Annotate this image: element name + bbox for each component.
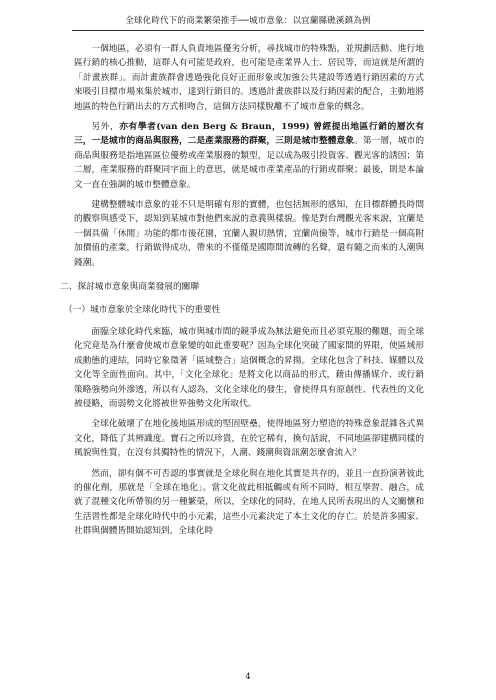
paragraph-2-rest: 。第一層，城市的商品與服務是指地區區位優勢或產業服務的類型，足以成為吸引投資客、觀光客的誘因；第二層，產業服務的群聚同字面上的意思，就是城市產業產品的行銷或群聚；最後，則是本論文一直在強調的城市整體意象。 <box>74 136 425 190</box>
paragraph-2-lead: 另外， <box>91 122 120 133</box>
section-heading: 二、探討城市意象與商業發展的關聯 <box>60 282 199 293</box>
paragraph-5: 全球化破壞了在地化後地區形成的堅固壁壘，使得地區努力塑造的特殊意象混雜各式異文化，降低了其辨識度。寶石之所以珍貴，在於它稀有，換句話說，不同地區卻建構同樣的風貌與性質，在沒有其獨特性的情況下，人潮、錢潮與資訊潮怎麼會流入？ <box>74 419 424 459</box>
paragraph-6: 然而，卻有個不可否認的事實就是全球化與在地化其實是共存的，並且一直扮演著彼此的催化劑，那就是「全球在地化」。當文化彼此相抵觸或有所不同時，相互學習、融合，成就了混種文化所帶領的另一種繁榮，所以，全球化的同時，在地人民所表現出的人文關懷和生活習性都是全球化時代中的小元素，這些小元素決定了本土文化的存亡。於是許多國家、社群與個體皆開始認知到，全球化時 <box>74 468 424 537</box>
page-number: 4 <box>245 672 251 681</box>
paragraph-1: 一個地區，必須有一群人負責地區優劣分析，尋找城市的特殊點，並規劃活動、進行地區行銷的核心推動，這群人有可能是政府，也可能是產業界人士、居民等，而這就是所謂的「計畫族群」。而計畫族群會透過強化良好正面形象或加強公共建設等透過行銷因素的方式來吸引目標市場來集於城市，達到行銷目的。透過計畫族群以及行銷因素的配合，主動地將地區的特色行銷出去的方式相吻合，這個方法同樣脫離不了城市意象的概念。 <box>74 44 424 112</box>
paragraph-4: 面臨全球化時代來臨，城市與城市間的競爭成為無法避免而且必須克服的難題，而全球化究竟是為什麼會使城市意象變的如此重要呢？因為全球化突破了國家間的界限，使區域形成動態的連結，同時它象徵著「區域整合」這個概念的昇揚。全球化包含了科技、媒體以及文化等全面性面向。其中，「文化全球化」是將文化以商品的形式，藉由傳播媒介、或行銷策略強勢向外滲透，所以有人認為，文化全球化的發生，會使得具有原創性、代表性的文化被侵略，而弱勢文化將被世界強勢文化所取代。 <box>74 326 424 409</box>
running-header: 全球化時代下的商業繁榮推手──城市意象：以宜蘭縣礁溪鎮為例 <box>125 16 371 26</box>
paragraph-2-bold: 亦有學者(van den Berg & Braun，1999) 曾經提出地區行銷的層次有三，一是城市的商品與服務，二是產業服務的群聚，三則是城市整體意象 <box>74 122 425 147</box>
document-body <box>60 42 425 539</box>
paragraph-3: 建構整體城市意象的並不只是明確有形的實體，也包括無形的感知，在目標群體長時間的觀察與感受下，認知到某城市對他們來說的意義與樣貌。像是對台灣觀光客來說，宜蘭是一個具備「休閒」功能的都市後花園，宜蘭人親切熱情，宜蘭尚儉等，城市行銷是一個高附加價值的產業，行銷做得成功，帶來的不僅僅是國際間流轉的名聲，還有隨之而來的人潮與錢潮。 <box>74 200 424 268</box>
header-rule <box>72 30 424 31</box>
subsection-heading: （一）城市意象於全球化時代下的重要性 <box>64 304 221 315</box>
paragraph-2 <box>74 120 424 192</box>
